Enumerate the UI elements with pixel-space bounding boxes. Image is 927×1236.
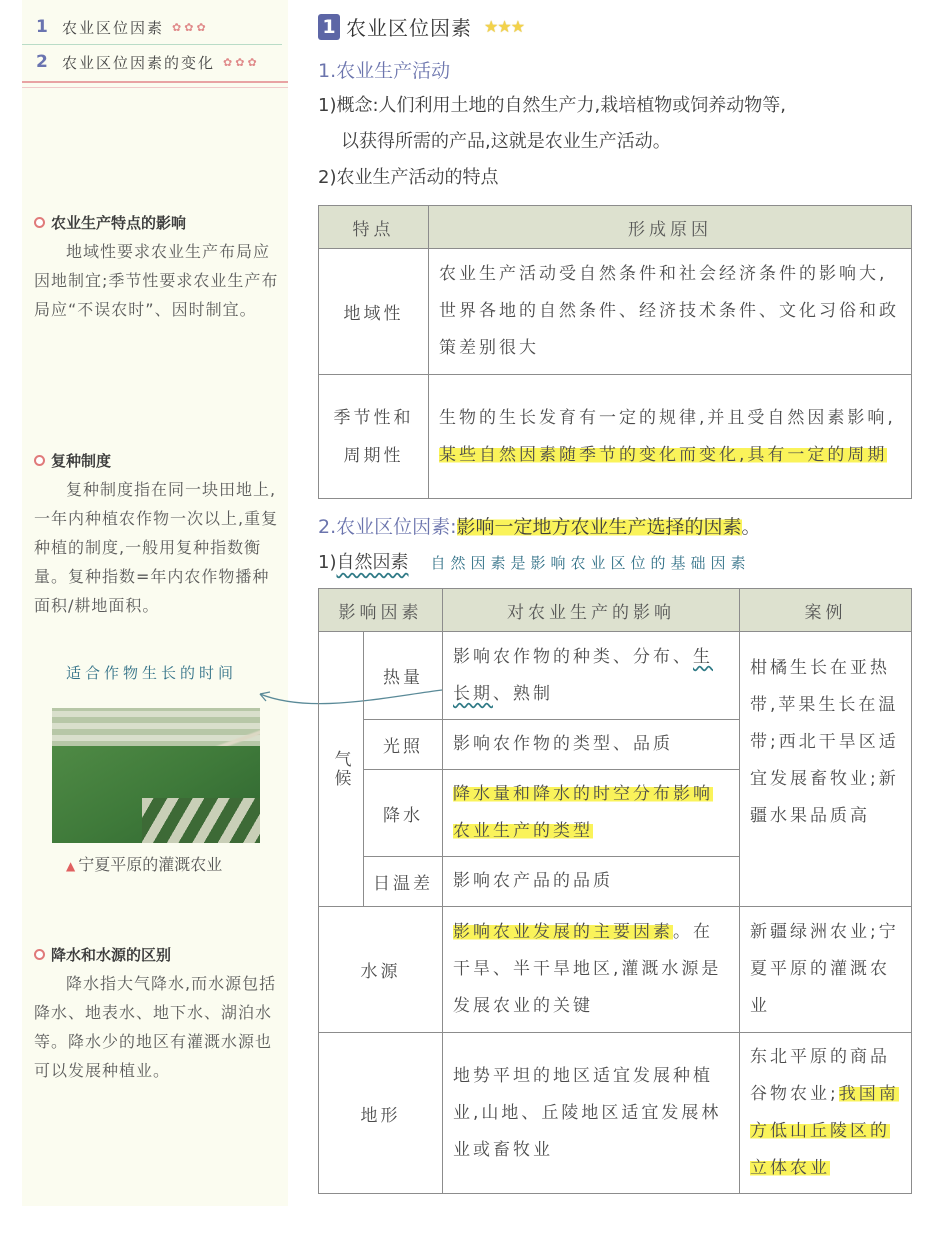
note-heading: [34, 212, 284, 233]
highlighted-text: 降水量和降水的时空分布影响农业生产的类型: [453, 784, 713, 841]
table-row: [319, 375, 912, 499]
sidebar: [22, 0, 288, 1206]
case-cell: 新疆绿洲农业;宁夏平原的灌溉农业: [740, 907, 912, 1033]
factor-cell: 日温差: [364, 857, 443, 907]
note-agri-features: [34, 212, 284, 324]
features-table: [318, 205, 912, 499]
underlined-text: 生长期: [453, 646, 713, 704]
effect-cell: 影响农作物的类型、品质: [443, 720, 740, 770]
note-body: 地域性要求农业生产布局应因地制宜;季节性要求农业生产布局应“不误农时”、因时制宜。: [34, 242, 279, 319]
section-heading: [318, 12, 524, 41]
table-header-row: [319, 206, 912, 249]
concept-line-2: 以获得所需的产品,这就是农业生产活动。: [341, 131, 671, 152]
toc-label: 农业区位因素: [62, 18, 165, 37]
table-of-contents: [22, 10, 288, 88]
case-cell: [740, 1033, 912, 1194]
handwritten-note: 适合作物生长的时间: [66, 664, 238, 682]
note-body: 复种制度指在同一块田地上,一年内种植农作物一次以上,重复种植的制度,一般用复种指数衡量。复种指数=年内农作物播种面积/耕地面积。: [34, 480, 279, 615]
climate-cell: 气候: [319, 632, 364, 907]
star-rating-icon: ✿✿✿: [172, 20, 209, 34]
table-row: [319, 249, 912, 375]
toc-item-1[interactable]: [22, 10, 288, 44]
factors-table: [318, 588, 912, 1194]
note-body: 降水指大气降水,而水源包括降水、地表水、地下水、湖泊水等。降水少的地区有灌溉水源也可以发展种植业。: [34, 974, 277, 1080]
header-cell: 特点: [319, 206, 429, 249]
subsection-title: 1.农业生产活动: [318, 60, 451, 82]
star-rating-icon: ✿✿✿: [223, 55, 260, 69]
header-cell: 案例: [740, 589, 912, 632]
note-multiple-cropping: [34, 450, 284, 620]
section-number-badge: 1: [318, 14, 340, 40]
reason-cell: [429, 375, 912, 499]
feature-cell: 季节性和周期性: [319, 375, 429, 499]
toc-number: 1: [36, 17, 48, 37]
divider: [22, 81, 288, 88]
caption-text: 宁夏平原的灌溉农业: [78, 855, 223, 874]
toc-number: 2: [36, 52, 48, 72]
header-cell: 影响因素: [319, 589, 443, 632]
concept-line-1: 1)概念:人们利用土地的自然生产力,栽培植物或饲养动物等,: [318, 95, 786, 116]
note-title: 农业生产特点的影响: [51, 214, 187, 232]
note-title: 复种制度: [51, 452, 112, 470]
effect-cell: 影响农产品的品质: [443, 857, 740, 907]
photo-stripes: [142, 798, 260, 843]
features-title: 2)农业生产活动的特点: [318, 167, 499, 188]
toc-item-2[interactable]: [22, 45, 288, 79]
highlighted-text: 某些自然因素随季节的变化而变化,具有一定的周期: [439, 444, 888, 465]
reason-cell: 农业生产活动受自然条件和社会经济条件的影响大,世界各地的自然条件、经济技术条件、文化习俗和政策差别很大: [429, 249, 912, 375]
feature-cell: 地域性: [319, 249, 429, 375]
factor-cell: 地形: [319, 1033, 443, 1194]
bullet-icon: [34, 217, 45, 228]
factor-cell: 降水: [364, 770, 443, 857]
effect-cell: [443, 770, 740, 857]
note-heading: [34, 450, 284, 471]
subsection-prefix: 2.农业区位因素:: [318, 516, 457, 538]
reason-text: 生物的生长发育有一定的规律,并且受自然因素影响,: [439, 407, 896, 428]
case-cell: 柑橘生长在亚热带,苹果生长在温带;西北干旱区适宜发展畜牧业;新疆水果品质高: [740, 632, 912, 907]
star-rating-icon: ★★★: [484, 17, 525, 36]
effect-cell: [443, 907, 740, 1033]
natural-factors-title: 自然因素: [336, 552, 409, 573]
table-header-row: [319, 589, 912, 632]
case-text: 东北平原的商品谷物农业;: [750, 1047, 890, 1104]
note-precip-vs-water: [34, 944, 284, 1085]
bullet-icon: [34, 949, 45, 960]
handwritten-note: 自然因素是影响农业区位的基础因素: [430, 554, 751, 572]
effect-text: 。在干旱、半干旱地区,灌溉水源是发展农业的关键: [453, 922, 722, 1016]
section-title: 农业区位因素: [346, 16, 472, 40]
table-row: [319, 1033, 912, 1194]
highlighted-text: 我国南方低山丘陵区的立体农业: [750, 1084, 899, 1178]
note-heading: [34, 944, 284, 965]
highlighted-text: 影响农业发展的主要因素: [453, 922, 673, 942]
effect-text: 影响农作物的种类、分布、: [453, 646, 693, 667]
photo-caption: [66, 852, 222, 875]
effect-text: 、熟制: [493, 683, 553, 704]
factor-cell: 热量: [364, 632, 443, 720]
subsection-title: [318, 512, 761, 539]
effect-cell: [443, 632, 740, 720]
factor-cell: 光照: [364, 720, 443, 770]
list-prefix: 1): [318, 552, 337, 573]
highlighted-text: 影响一定地方农业生产选择的因素: [456, 516, 742, 538]
irrigation-photo: [52, 708, 260, 843]
header-cell: 形成原因: [429, 206, 912, 249]
natural-factors-heading: [318, 545, 751, 581]
table-row: [319, 907, 912, 1033]
triangle-icon: ▲: [66, 859, 76, 873]
effect-cell: 地势平坦的地区适宜发展种植业,山地、丘陵地区适宜发展林业或畜牧业: [443, 1033, 740, 1194]
header-cell: 对农业生产的影响: [443, 589, 740, 632]
factor-cell: 水源: [319, 907, 443, 1033]
note-title: 降水和水源的区别: [51, 946, 172, 964]
punctuation: 。: [741, 516, 761, 538]
table-row: [319, 632, 912, 720]
bullet-icon: [34, 455, 45, 466]
toc-label: 农业区位因素的变化: [62, 53, 216, 72]
